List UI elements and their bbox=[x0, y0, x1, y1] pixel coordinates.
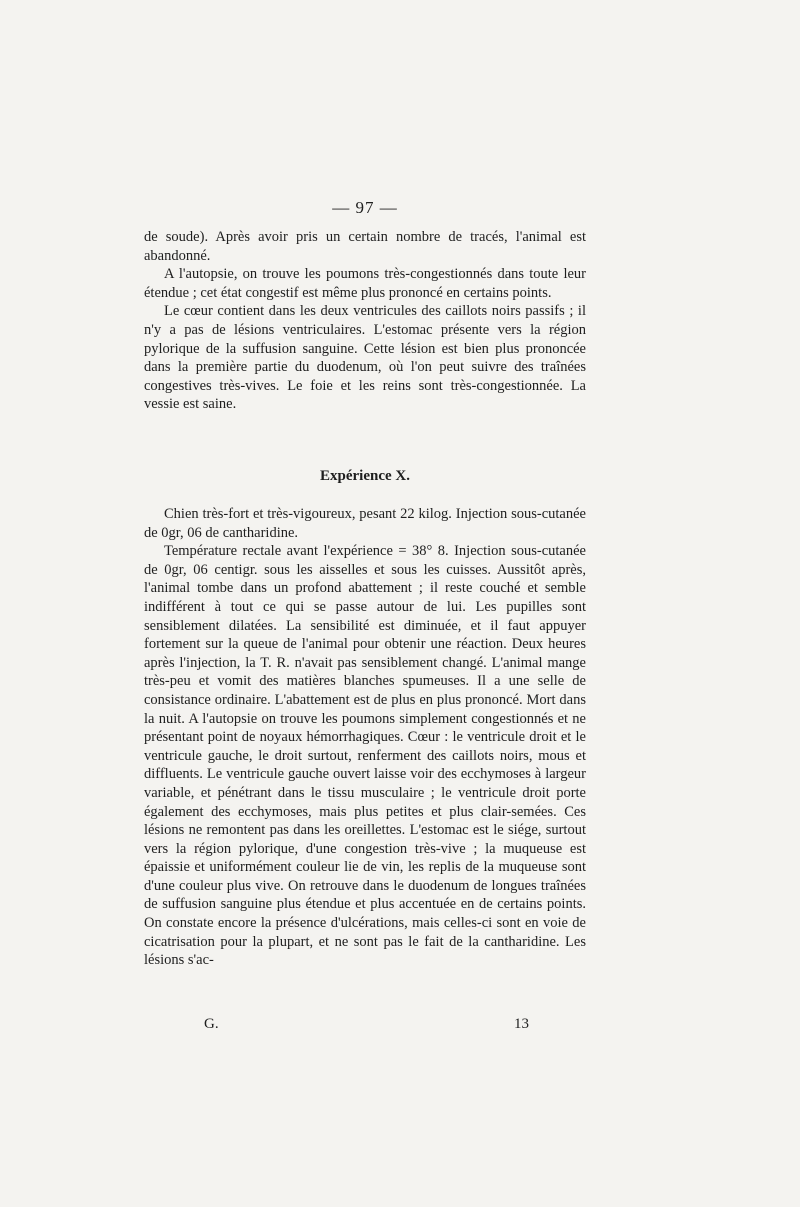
text-block-top bbox=[144, 228, 586, 414]
section-heading: Expérience X. bbox=[320, 468, 410, 484]
paragraph: A l'autopsie, on trouve les poumons très-congestionnés dans toute leur étendue ; cet état congestif est même plus prononcé en certains points. bbox=[144, 266, 586, 301]
paragraph: de soude). Après avoir pris un certain nombre de tracés, l'animal est abandonné. bbox=[144, 229, 586, 264]
paragraph: Chien très-fort et très-vigoureux, pesant 22 kilog. Injection sous-cutanée de 0gr, 06 de cantharidine. bbox=[144, 506, 586, 541]
footer-signature-mark: G. bbox=[204, 1016, 219, 1032]
paragraph: Le cœur contient dans les deux ventricules des caillots noirs passifs ; il n'y a pas de lésions ventriculaires. L'estomac présente vers la région pylorique de la suffusion sanguine. Cette lésion est bien plus prononcée dans la première partie du duodenum, où l'on peut suivre des traînées congestives très-vives. Le foie et les reins sont très-congestionnée. La vessie est saine. bbox=[144, 303, 586, 413]
text-block-experiment bbox=[144, 505, 586, 970]
footer-sheet-number: 13 bbox=[514, 1016, 529, 1032]
page-number: — 97 — bbox=[332, 198, 398, 217]
paragraph: Température rectale avant l'expérience = 38° 8. Injection sous-cutanée de 0gr, 06 centigr. sous les aisselles et sous les cuisses. Aussitôt après, l'animal tombe dans un profond abattement ; il reste couché et semble indifférent à tout ce qui se passe autour de lui. Les pupilles sont sensiblement dilatées. La sensibilité est diminuée, et il faut appuyer fortement sur la queue de l'animal pour obtenir une réaction. Deux heures après l'injection, la T. R. n'avait pas sensiblement changé. L'animal mange très-peu et vomit des matières blanches spumeuses. Il a une selle de consistance ordinaire. L'abattement est de plus en plus prononcé. Mort dans la nuit. A l'autopsie on trouve les poumons simplement congestionnés et ne présentant point de noyaux hémorrhagiques. Cœur : le ventricule droit et le ventricule gauche, le droit surtout, renferment des caillots noirs, mous et diffluents. Le ventricule gauche ouvert laisse voir des ecchymoses à largeur variable, et pénétrant dans le tissu musculaire ; le ventricule droit porte également des ecchymoses, mais plus petites et plus clair-semées. Ces lésions ne remontent pas dans les oreillettes. L'estomac est le siége, surtout vers la région pylorique, d'une congestion très-vive ; la muqueuse est épaissie et uniformément couleur lie de vin, les replis de la muqueuse sont d'une couleur plus vive. On retrouve dans le duodenum de longues traînées de suffusion sanguine plus étendue et plus accentuée en de certains points. On constate encore la présence d'ulcérations, mais celles-ci sont en voie de cicatrisation pour la plupart, et ne sont pas le fait de la cantharidine. Les lésions s'ac- bbox=[144, 543, 586, 969]
